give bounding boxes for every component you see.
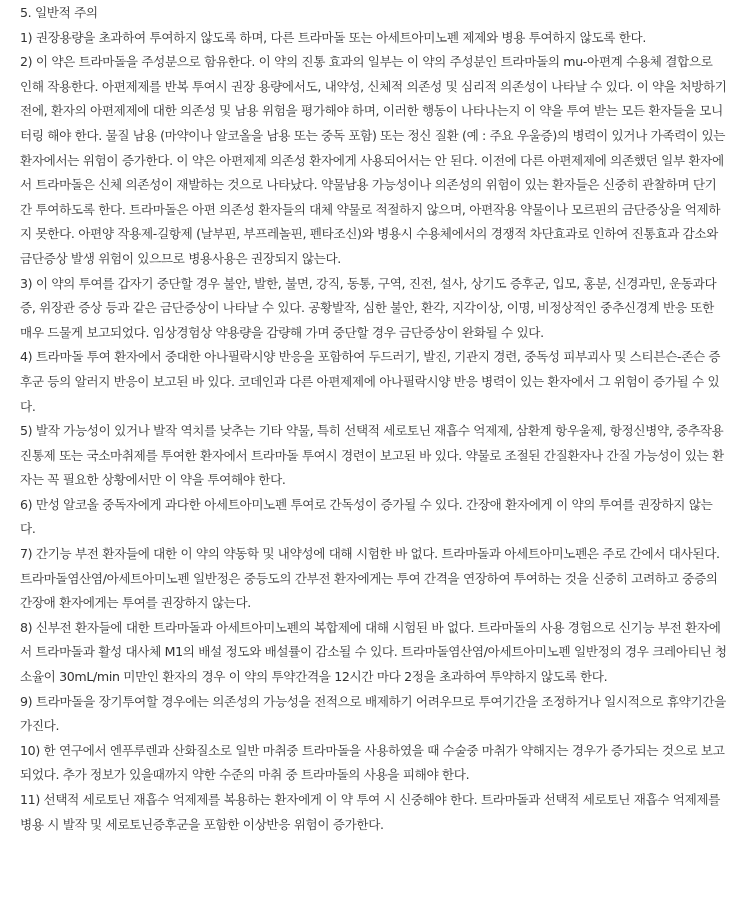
precaution-item-9: 9) 트라마돌을 장기투여할 경우에는 의존성의 가능성을 전적으로 배제하기 어려우므로 투여기간을 조정하거나 일시적으로 휴약기간을 가진다. (20, 693, 726, 734)
precaution-item-6: 6) 만성 알코올 중독자에게 과다한 아세트아미노펜 투여로 간독성이 증가될 수 있다. 간장애 환자에게 이 약의 투여를 권장하지 않는다. (20, 496, 713, 537)
precaution-item-8: 8) 신부전 환자들에 대한 트라마돌과 아세트아미노펜의 복합제에 대해 시험된 바 없다. 트라마돌의 사용 경험으로 신기능 부전 환자에서 트라마돌과 활성 대사체 M1의 배설 정도와 배설률이 감소될 수 있다. 트라마돌염산염/아세트아미노펜 일반정의 경우 크레아티닌 청소율이 30mL/min 미만인 환자의 경우 이 약의 투약간격을 12시간 마다 2정을 초과하여 투약하지 않도록 한다. (20, 619, 727, 685)
precaution-item-7: 7) 간기능 부전 환자들에 대한 이 약의 약동학 및 내약성에 대해 시험한 바 없다. 트라마돌과 아세트아미노펜은 주로 간에서 대사된다. 트라마돌염산염/아세트아미노펜 일반정은 중등도의 간부전 환자에게는 투여 간격을 연장하여 투여하는 것을 신중히 고려하고 중증의 간장애 환자에게는 투여를 권장하지 않는다. (20, 546, 720, 611)
precaution-item-11: 11) 선택적 세로토닌 재흡수 억제제를 복용하는 환자에게 이 약 투여 시 신중해야 한다. 트라마돌과 선택적 세로토닌 재흡수 억제제를 병용 시 발작 및 세로토닌증후군을 포함한 이상반응 위험이 증가한다. (20, 792, 721, 832)
precaution-item-4: 4) 트라마돌 투여 환자에서 중대한 아나필락시양 반응을 포함하여 두드러기, 발진, 기관지 경련, 중독성 피부괴사 및 스티븐슨-존슨 증후군 등의 알러지 반응이 보고된 바 있다. 코데인과 다른 아편제제에 아나필락시양 반응 병력이 있는 환자에서 그 위험이 증가될 수 있다. (20, 349, 721, 414)
precaution-item-2: 2) 이 약은 트라마돌을 주성분으로 함유한다. 이 약의 진통 효과의 일부는 이 약의 주성분인 트라마돌의 mu-아편계 수용체 결합으로 인해 작용한다. 아편제제를 반복 투여시 권장 용량에서도, 내약성, 신체적 의존성 및 심리적 의존성이 나타날 수 있다. 이 약을 처방하기 전에, 환자의 아편제제에 대한 의존성 및 남용 위험을 평가해야 하며, 이러한 행동이 나타나는지 이 약을 투여 받는 모든 환자들을 모니터링 해야 한다. 물질 남용 (마약이나 알코올을 남용 또는 중독 포함) 또는 정신 질환 (예 : 주요 우울증)의 병력이 있거나 가족력이 있는 환자에서는 위험이 증가한다. 이 약은 아편제제 의존성 환자에게 사용되어서는 안 된다. 이전에 다른 아편제제에 의존했던 일부 환자에서 트라마돌은 신체 의존성이 재발하는 것으로 나타났다. 약물남용 가능성이나 의존성의 위험이 있는 환자들은 신중히 관찰하며 단기간 투여하도록 한다. 트라마돌은 아편 의존성 환자들의 대체 약물로 적절하지 않으며, 아편작용 약물이나 모르핀의 금단증상을 억제하지 못한다. 아편양 작용제-길항제 (날부핀, 부프레놀핀, 펜타조신)와 병용시 수용체에서의 경쟁적 차단효과로 인하여 진통효과 감소와 금단증상 발생 위험이 있으므로 병용사용은 권장되지 않는다. (20, 54, 727, 266)
precaution-item-5: 5) 발작 가능성이 있거나 발작 역치를 낮추는 기타 약물, 특히 선택적 세로토닌 재흡수 억제제, 삼환계 항우울제, 항정신병약, 중추작용 진통제 또는 국소마취제를 투여한 환자에서 트라마돌 투여시 경련이 보고된 바 있다. 약물로 조절된 간질환자나 간질 가능성이 있는 환자는 꼭 필요한 상황에서만 이 약을 투여해야 한다. (20, 423, 724, 488)
precaution-item-10: 10) 한 연구에서 엔푸루렌과 산화질소로 일반 마취중 트라마돌을 사용하였을 때 수술중 마취가 약해지는 경우가 증가되는 것으로 보고되었다. 추가 정보가 있을때까지 약한 수준의 마취 중 트라마돌의 사용을 피해야 한다. (20, 742, 725, 783)
precaution-item-3: 3) 이 약의 투여를 갑자기 중단할 경우 불안, 발한, 불면, 강직, 동통, 구역, 진전, 설사, 상기도 증후군, 입모, 홍분, 신경과민, 운동과다증, 위장관 증상 등과 같은 금단증상이 나타날 수 있다. 공황발작, 심한 불안, 환각, 지각이상, 이명, 비정상적인 중추신경계 반응 또한 매우 드물게 보고되었다. 임상경험상 약용량을 감량해 가며 중단할 경우 금단증상이 완화될 수 있다. (20, 275, 717, 340)
section-title: 5. 일반적 주의 (20, 5, 98, 20)
precaution-item-1: 1) 권장용량을 초과하여 투여하지 않도록 하며, 다른 트라마돌 또는 아세트아미노펜 제제와 병용 투여하지 않도록 한다. (20, 29, 647, 45)
